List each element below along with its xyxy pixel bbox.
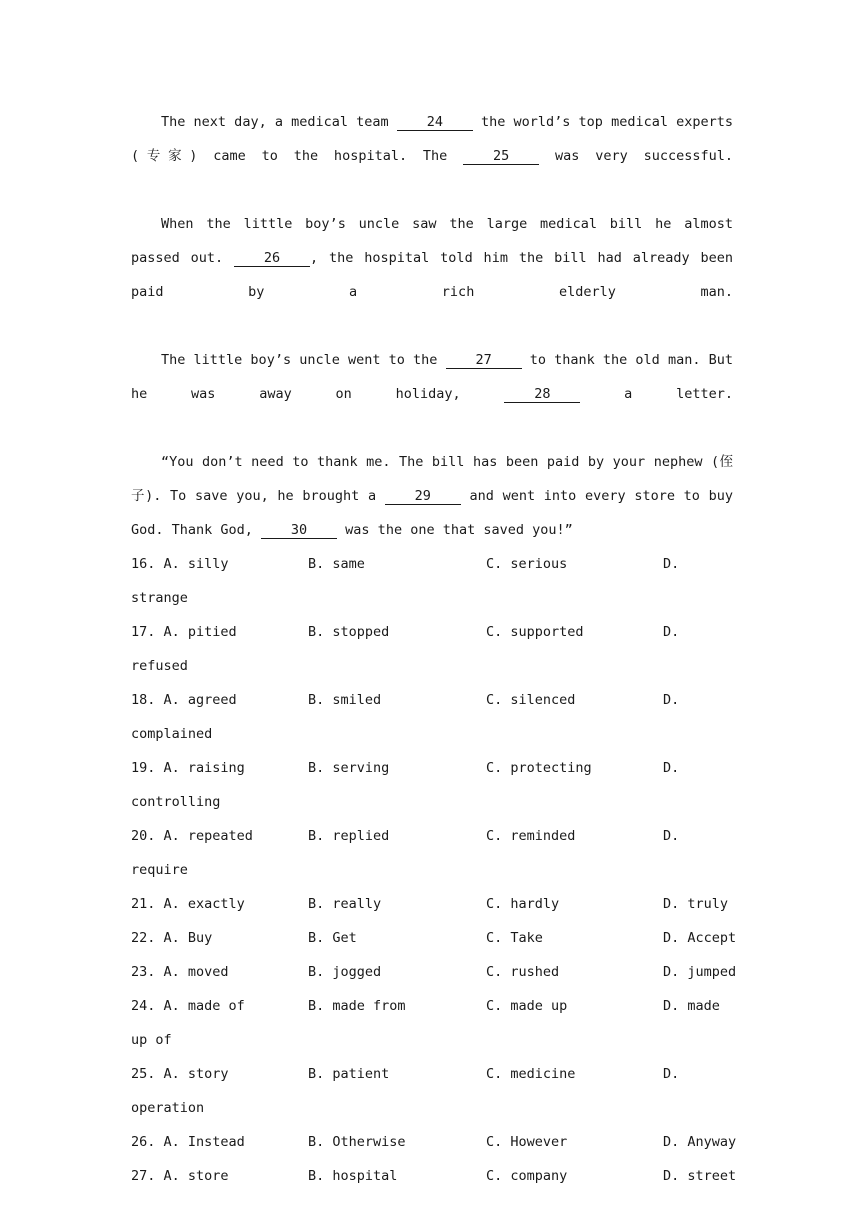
option-d-continuation: up of bbox=[131, 1032, 172, 1048]
passage-text: “You don’t need to thank me. The bill has been paid by your nephew (侄子). To save you, he brought a bbox=[131, 454, 733, 504]
answer-blank: 27 bbox=[446, 353, 522, 369]
cloze-passage bbox=[131, 105, 733, 547]
option-b: B. Get bbox=[308, 930, 357, 946]
question-item bbox=[131, 1057, 733, 1125]
option-b: B. smiled bbox=[308, 692, 382, 708]
option-b: B. made from bbox=[308, 998, 406, 1014]
passage-text: was the one that saved you!” bbox=[337, 522, 573, 538]
passage-text: the world’s top medical experts (专家) came to the hospital. The bbox=[131, 114, 734, 164]
option-d: D. made bbox=[663, 998, 720, 1014]
answer-blank: 28 bbox=[504, 387, 580, 403]
option-c: C. However bbox=[486, 1134, 568, 1150]
question-item bbox=[131, 683, 733, 751]
option-a: 26. A. Instead bbox=[131, 1134, 245, 1150]
option-b: B. patient bbox=[308, 1066, 390, 1082]
option-b: B. serving bbox=[308, 760, 390, 776]
option-c: C. silenced bbox=[486, 692, 576, 708]
option-c: C. reminded bbox=[486, 828, 576, 844]
option-d-continuation: operation bbox=[131, 1100, 205, 1116]
passage-text: and went into every store to buy God. Thank God, bbox=[131, 488, 733, 538]
option-a: 19. A. raising bbox=[131, 760, 245, 776]
option-c: C. protecting bbox=[486, 760, 592, 776]
passage-text: The next day, a medical team bbox=[161, 114, 397, 130]
option-b: B. stopped bbox=[308, 624, 390, 640]
answer-blank: 30 bbox=[261, 523, 337, 539]
option-a: 20. A. repeated bbox=[131, 828, 253, 844]
option-d-continuation: complained bbox=[131, 726, 213, 742]
option-c: C. Take bbox=[486, 930, 543, 946]
answer-blank: 29 bbox=[385, 489, 461, 505]
passage-paragraph bbox=[131, 105, 733, 207]
option-b: B. hospital bbox=[308, 1168, 398, 1184]
option-b: B. really bbox=[308, 896, 382, 912]
question-list bbox=[131, 547, 737, 1193]
option-d: D. bbox=[663, 828, 680, 844]
option-d-continuation: require bbox=[131, 862, 188, 878]
option-d: D. street bbox=[663, 1168, 737, 1184]
answer-blank: 26 bbox=[234, 251, 310, 267]
option-d: D. Anyway bbox=[663, 1134, 737, 1150]
question-item bbox=[131, 819, 733, 887]
option-b: B. jogged bbox=[308, 964, 382, 980]
passage-paragraph bbox=[131, 207, 733, 343]
option-c: C. medicine bbox=[486, 1066, 576, 1082]
option-a: 24. A. made of bbox=[131, 998, 245, 1014]
question-item bbox=[131, 547, 733, 615]
passage-text: The little boy’s uncle went to the bbox=[161, 352, 446, 368]
option-d: D. bbox=[663, 692, 680, 708]
option-d: D. Accept bbox=[663, 930, 737, 946]
option-b: B. same bbox=[308, 556, 365, 572]
answer-blank: 24 bbox=[397, 115, 473, 131]
option-a: 18. A. agreed bbox=[131, 692, 237, 708]
passage-text: to thank the old man. But he was away on holiday, bbox=[131, 352, 733, 402]
passage-text: a letter. bbox=[580, 386, 733, 402]
option-a: 21. A. exactly bbox=[131, 896, 245, 912]
option-b: B. replied bbox=[308, 828, 390, 844]
passage-text: When the little boy’s uncle saw the large medical bill he almost passed out. bbox=[131, 216, 733, 266]
question-item bbox=[131, 1159, 737, 1193]
question-item bbox=[131, 1125, 737, 1159]
option-d-continuation: controlling bbox=[131, 794, 221, 810]
option-b: B. Otherwise bbox=[308, 1134, 406, 1150]
question-item bbox=[131, 751, 733, 819]
question-item bbox=[131, 615, 733, 683]
passage-text: was very successful. bbox=[539, 148, 734, 164]
option-d: D. bbox=[663, 1066, 680, 1082]
option-c: C. serious bbox=[486, 556, 568, 572]
question-item bbox=[131, 955, 737, 989]
option-d-continuation: refused bbox=[131, 658, 188, 674]
option-d: D. jumped bbox=[663, 964, 737, 980]
option-c: C. supported bbox=[486, 624, 584, 640]
option-a: 22. A. Buy bbox=[131, 930, 213, 946]
document-page bbox=[131, 105, 737, 1193]
question-item bbox=[131, 887, 733, 921]
option-a: 17. A. pitied bbox=[131, 624, 237, 640]
option-d: D. bbox=[663, 556, 680, 572]
passage-paragraph bbox=[131, 445, 733, 547]
question-item bbox=[131, 921, 737, 955]
option-d: D. bbox=[663, 624, 680, 640]
option-d: D. bbox=[663, 760, 680, 776]
option-c: C. rushed bbox=[486, 964, 560, 980]
option-a: 16. A. silly bbox=[131, 556, 229, 572]
passage-text: , the hospital told him the bill had already been paid by a rich elderly man. bbox=[131, 250, 733, 300]
option-c: C. company bbox=[486, 1168, 568, 1184]
option-d-continuation: strange bbox=[131, 590, 188, 606]
option-d: D. truly bbox=[663, 896, 729, 912]
option-c: C. made up bbox=[486, 998, 568, 1014]
question-item bbox=[131, 989, 733, 1057]
answer-blank: 25 bbox=[463, 149, 539, 165]
passage-paragraph bbox=[131, 343, 733, 445]
option-a: 27. A. store bbox=[131, 1168, 229, 1184]
option-a: 25. A. story bbox=[131, 1066, 229, 1082]
option-c: C. hardly bbox=[486, 896, 560, 912]
option-a: 23. A. moved bbox=[131, 964, 229, 980]
